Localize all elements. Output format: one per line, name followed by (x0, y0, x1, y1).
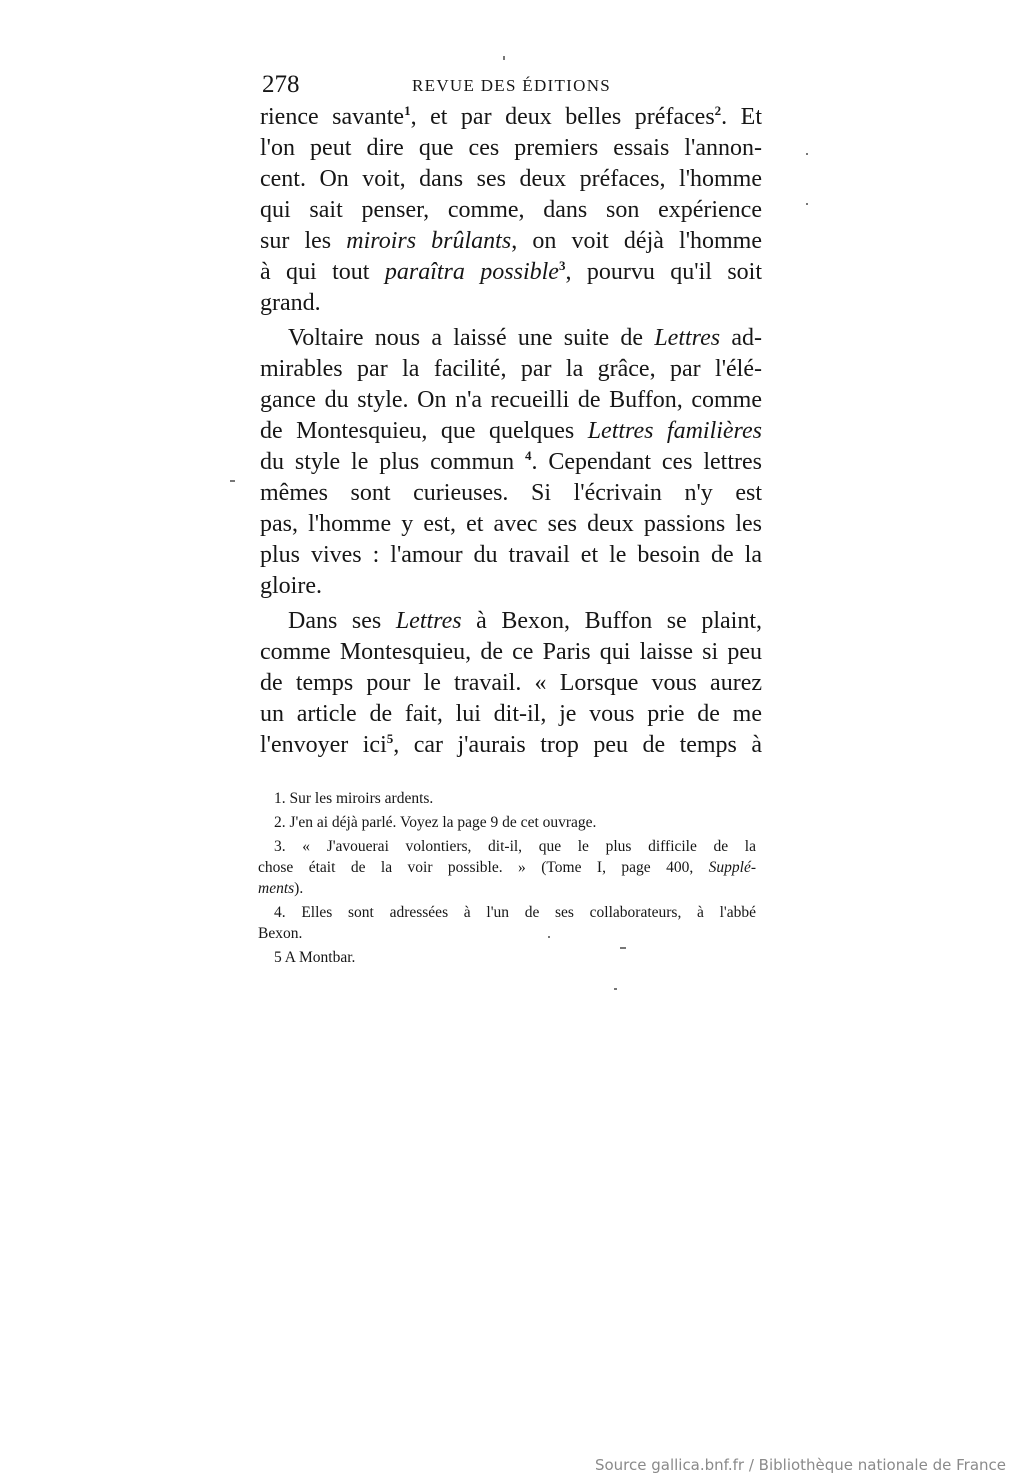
italic-run: Supplé- (708, 859, 756, 876)
text-line: de temps pour le travail. « Lorsque vous aurez (260, 670, 762, 696)
footnote-2: 2. J'en ai déjà parlé. Voyez la page 9 de cet ouvrage. (274, 814, 597, 831)
italic-run: paraîtra possible (384, 259, 559, 285)
text-run: . Cependant ces lettres (531, 449, 762, 475)
text-line (260, 226, 762, 257)
footnotes (258, 788, 756, 968)
text-run: à qui tout (260, 259, 385, 285)
text-run: , car j'aurais trop peu de temps à (393, 732, 763, 758)
footnote-ref-2: 2 (714, 103, 722, 118)
text-line: cent. On voit, dans ses deux préfaces, l'homme (260, 166, 762, 192)
speck (230, 480, 235, 482)
text-run: ). (294, 880, 304, 897)
paragraph-3 (260, 606, 762, 761)
italic-run: Lettres (654, 325, 721, 351)
footnote-5: 5 A Montbar. (274, 949, 356, 966)
italic-run: Lettres (395, 608, 462, 634)
text-run: , on voit déjà l'homme (511, 228, 763, 254)
body-text (260, 102, 762, 761)
running-head (262, 70, 762, 102)
text-run: chose était de la voir possible. » (Tome I, page 400, (258, 859, 709, 876)
text-line: mirables par la facilité, par la grâce, par l'élé- (260, 356, 762, 382)
footnote-line (258, 878, 756, 899)
text-run: du style le plus commun (260, 449, 525, 475)
footnote-line (258, 857, 756, 878)
text-line: un article de fait, lui dit-il, je vous prie de me (260, 701, 762, 727)
text-run: de Montesquieu, que quelques (260, 418, 588, 444)
text-run: , pourvu qu'il soit (565, 259, 763, 285)
text-line: plus vives : l'amour du travail et le besoin de la (260, 542, 762, 568)
footnote-3 (258, 836, 756, 899)
text-line: l'on peut dire que ces premiers essais l'annon- (260, 135, 762, 161)
text-line: mêmes sont curieuses. Si l'écrivain n'y est (260, 480, 762, 506)
text-run: , et par deux belles préfaces (410, 104, 715, 130)
text-line: pas, l'homme y est, et avec ses deux passions les (260, 511, 762, 537)
speck (614, 988, 617, 990)
text-run: ad- (720, 325, 762, 351)
footnote-ref-5: 5 (386, 731, 394, 746)
speck (806, 153, 808, 155)
footnote-line: Bexon. (258, 925, 303, 942)
paragraph-1 (260, 102, 762, 319)
text-line (260, 730, 762, 761)
footnote-ref-4: 4 (524, 448, 532, 463)
page-number: 278 (262, 71, 300, 98)
speck (503, 56, 505, 60)
speck (548, 936, 550, 938)
text-run: rience savante (260, 104, 405, 130)
footnote-line: 4. Elles sont adressées à l'un de ses collaborateurs, à l'abbé (274, 904, 756, 921)
running-title: REVUE DES ÉDITIONS (412, 76, 612, 95)
text-line: comme Montesquieu, de ce Paris qui laisse si peu (260, 639, 762, 665)
footnote-line: 3. « J'avouerai volontiers, dit-il, que le plus difficile de la (274, 838, 756, 855)
text-run: Voltaire nous a laissé une suite de (288, 325, 655, 351)
footnote-4 (258, 902, 756, 944)
footnote-ref-3: 3 (558, 258, 566, 273)
italic-run: ments (258, 880, 295, 897)
speck (806, 203, 808, 205)
italic-run: Lettres familières (587, 418, 762, 444)
text-run: Dans ses (288, 608, 396, 634)
text-line: grand. (260, 290, 321, 316)
source-credit: Source gallica.bnf.fr / Bibliothèque nationale de France (594, 1456, 1006, 1474)
text-line (260, 606, 762, 637)
text-line (260, 257, 762, 288)
text-run: l'envoyer ici (260, 732, 387, 758)
footnote-1: 1. Sur les miroirs ardents. (274, 790, 434, 807)
text-run: à Bexon, Buffon se plaint, (461, 608, 762, 634)
text-line (260, 447, 762, 478)
text-line (260, 102, 762, 133)
text-line (260, 416, 762, 447)
text-run: sur les (260, 228, 347, 254)
italic-run: miroirs brûlants (346, 228, 512, 254)
text-line: gloire. (260, 573, 322, 599)
text-run: . Et (721, 104, 763, 130)
footnote-ref-1: 1 (404, 103, 411, 118)
paragraph-2 (260, 323, 762, 602)
text-line: qui sait penser, comme, dans son expérience (260, 197, 762, 223)
speck (620, 947, 626, 949)
text-line (260, 323, 762, 354)
text-line: gance du style. On n'a recueilli de Buffon, comme (260, 387, 762, 413)
